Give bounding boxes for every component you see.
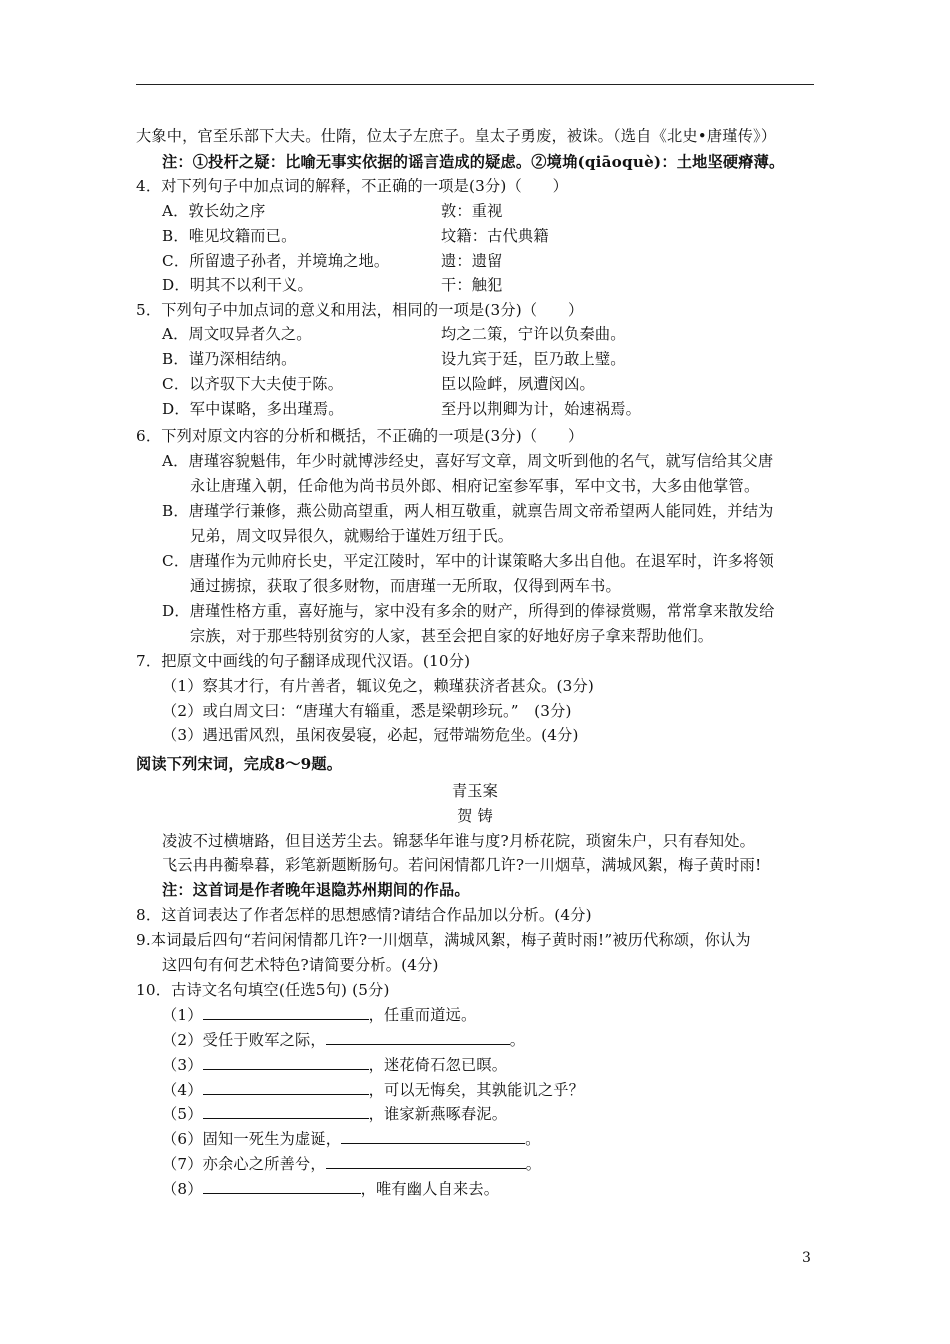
q5-option-a: A．周文叹异者久之。 [162,325,312,343]
fill-blank-2: （2）受任于败军之际， 。 [162,1031,526,1049]
poem-line-1: 凌波不过横塘路，但目送芳尘去。锦瑟华年谁与度?月桥花院，琐窗朱户，只有春知处。 [162,832,756,850]
q4-option-a-gloss: 敦：重视 [441,202,503,220]
answer-blank[interactable] [203,1179,361,1194]
poem-note: 注：这首词是作者晚年退隐苏州期间的作品。 [162,881,470,899]
fill-blank-3: （3） ，迷花倚石忽已暝。 [162,1056,508,1074]
q4-option-b-gloss: 坟籍：古代典籍 [441,227,549,245]
passage-note: 注：①投杆之疑：比喻无事实依据的谣言造成的疑虑。②境埆(qiāoquè)：土地坚硬瘠薄。 [162,153,785,171]
q5-option-b: B．谨乃深相结纳。 [162,350,297,368]
q6-option-b-line2: 兄弟，周文叹异很久，就赐给于谨姓万纽于氏。 [190,527,514,545]
q6-option-a-line2: 永让唐瑾入朝，任命他为尚书员外郎、相府记室参军事，军中文书，大多由他掌管。 [190,477,760,495]
poem-author: 贺 铸 [457,807,493,825]
question-6: 6．下列对原文内容的分析和概括，不正确的一项是(3分)（ ） [136,427,584,445]
q7-item-3: （3）遇迅雷风烈，虽闲夜晏寝，必起，冠带端笏危坐。(4分) [162,726,579,744]
q5-option-b-compare: 设九宾于廷，臣乃敢上璧。 [441,350,626,368]
q4-option-a: A．敦长幼之序 [162,202,266,220]
q6-option-c-line1: C．唐瑾作为元帅府长史，平定江陵时，军中的计谋策略大多出自他。在退军时，许多将领 [162,552,774,570]
q5-option-d-compare: 至丹以荆卿为计，始速祸焉。 [441,400,642,418]
q7-item-2: （2）或白周文曰：“唐瑾大有辎重，悉是梁朝珍玩。” (3分) [162,702,572,720]
q5-option-c-compare: 臣以险衅，夙遭闵凶。 [441,375,595,393]
fill-blank-7: （7）亦余心之所善兮， 。 [162,1155,542,1173]
fill-blank-1: （1） ，任重而道远。 [162,1006,477,1024]
poem-line-2: 飞云冉冉蘅皋暮，彩笔新题断肠句。若问闲情都几许?一川烟草，满城风絮，梅子黄时雨! [162,856,762,874]
passage-end: 大象中，官至乐部下大夫。仕隋，位太子左庶子。皇太子勇废，被诛。（选自《北史•唐瑾传》） [136,127,777,145]
fill-blank-4: （4） ，可以无悔矣，其孰能讥之乎？ [162,1081,585,1099]
header-rule [136,84,814,85]
reading-instruction: 阅读下列宋词，完成8～9题。 [136,755,343,773]
q5-option-d: D．军中谋略，多出瑾焉。 [162,400,344,418]
answer-blank[interactable] [203,1005,369,1020]
question-9-line1: 9.本词最后四句“若问闲情都几许?一川烟草，满城风絮，梅子黄时雨!”被历代称颂，你认为 [136,931,751,949]
question-8: 8．这首词表达了作者怎样的思想感情?请结合作品加以分析。(4分) [136,906,592,924]
q5-option-c: C．以齐驭下大夫使于陈。 [162,375,344,393]
q6-option-d-line1: D．唐瑾性格方重，喜好施与，家中没有多余的财产，所得到的俸禄赏赐，常常拿来散发给 [162,602,775,620]
q4-option-c-gloss: 遗：遗留 [441,252,503,270]
q6-option-a-line1: A．唐瑾容貌魁伟，年少时就博涉经史，喜好写文章，周文听到他的名气，就写信给其父唐 [162,452,774,470]
fill-blank-5: （5） ，谁家新燕啄春泥。 [162,1105,508,1123]
q4-option-b: B．唯见坟籍而已。 [162,227,297,245]
answer-blank[interactable] [203,1080,369,1095]
q6-option-d-line2: 宗族，对于那些特别贫穷的人家，甚至会把自家的好地好房子拿来帮助他们。 [190,627,714,645]
question-4: 4．对下列句子中加点词的解释，不正确的一项是(3分)（ ） [136,177,569,195]
answer-blank[interactable] [326,1154,526,1169]
question-5: 5．下列句子中加点词的意义和用法，相同的一项是(3分)（ ） [136,301,584,319]
question-7: 7．把原文中画线的句子翻译成现代汉语。(10分) [136,652,471,670]
q7-item-1: （1）察其才行，有片善者，辄议免之，赖瑾获济者甚众。(3分) [162,677,595,695]
answer-blank[interactable] [341,1129,525,1144]
fill-blank-6: （6）固知一死生为虚诞， 。 [162,1130,541,1148]
answer-blank[interactable] [203,1055,369,1070]
fill-blank-8: （8） ，唯有幽人自来去。 [162,1180,500,1198]
page-number: 3 [802,1250,811,1266]
question-9-line2: 这四句有何艺术特色?请简要分析。(4分) [162,956,439,974]
answer-blank[interactable] [203,1104,369,1119]
q6-option-b-line1: B．唐瑾学行兼修，燕公勋高望重，两人相互敬重，就禀告周文帝希望两人能同姓，并结为 [162,502,774,520]
q4-option-d-gloss: 干：触犯 [441,276,503,294]
q5-option-a-compare: 均之二策，宁许以负秦曲。 [441,325,626,343]
q4-option-d: D．明其不以利干义。 [162,276,313,294]
question-10: 10．古诗文名句填空(任选5句) (5分) [136,981,390,999]
q6-option-c-line2: 通过掳掠，获取了很多财物，而唐瑾一无所取，仅得到两车书。 [190,577,621,595]
q4-option-c: C．所留遗子孙者，并境埆之地。 [162,252,390,270]
answer-blank[interactable] [326,1030,510,1045]
poem-title: 青玉案 [451,782,499,800]
